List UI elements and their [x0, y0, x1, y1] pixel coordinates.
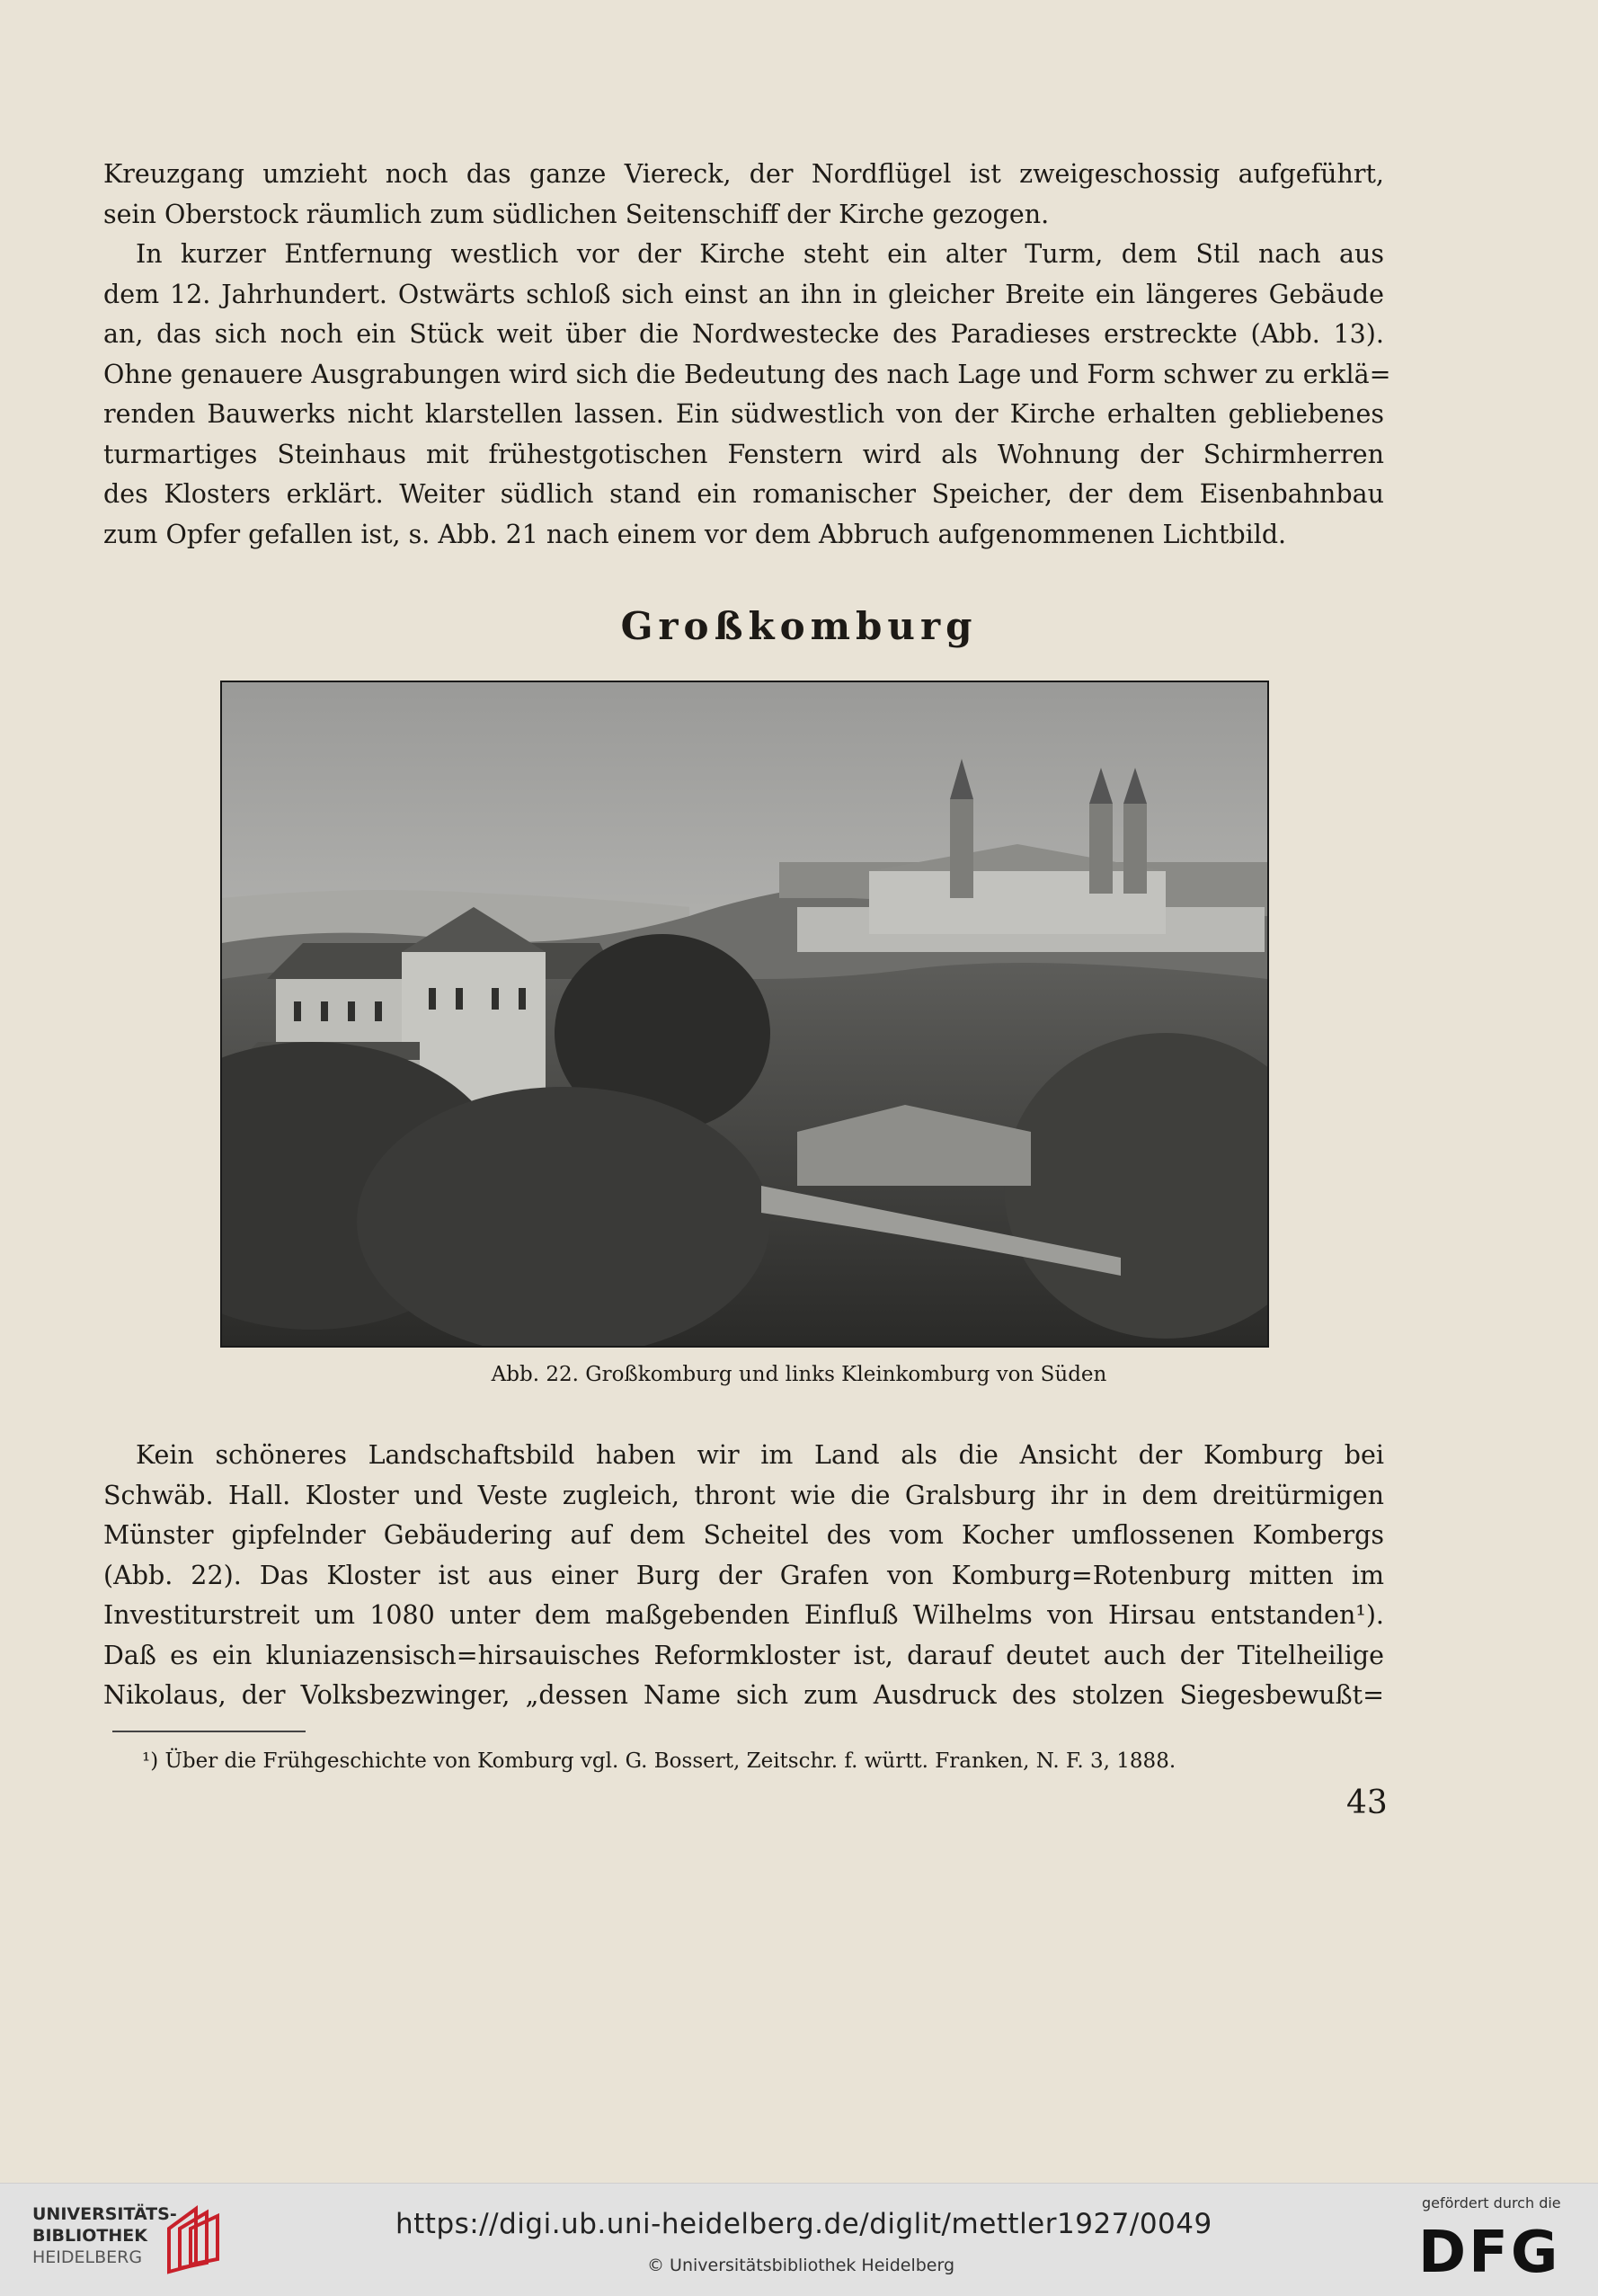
- copyright-notice: © Universitätsbibliothek Heidelberg: [647, 2256, 955, 2275]
- text-line: des Klosters erklärt. Weiter südlich stand ein romanischer Speicher, der dem Eisenbahnbau: [103, 479, 1384, 509]
- text-line: dem 12. Jahrhundert. Ostwärts schloß sich einst an ihn in gleicher Breite ein längeres Gebäude: [103, 279, 1384, 309]
- text-line: Kein schöneres Landschaftsbild haben wir im Land als die Ansicht der Komburg bei: [136, 1440, 1384, 1470]
- dfg-logo[interactable]: DFG: [1418, 2220, 1561, 2286]
- text-line: sein Oberstock räumlich zum südlichen Seitenschiff der Kirche gezogen.: [103, 199, 1050, 229]
- section-heading: Großkomburg: [620, 604, 978, 648]
- library-name-line: BIBLIOTHEK: [32, 2226, 147, 2246]
- viewer-footer-bar: [0, 2183, 1598, 2296]
- library-logo[interactable]: [32, 2203, 176, 2268]
- third-paragraph: [103, 1436, 1384, 1716]
- funding-note: gefördert durch die: [1422, 2194, 1561, 2211]
- permalink-url[interactable]: https://digi.ub.uni-heidelberg.de/diglit/mettler1927/0049: [395, 2208, 1212, 2240]
- library-logo-icon: [160, 2202, 225, 2275]
- text-line: Kreuzgang umzieht noch das ganze Viereck, der Nordflügel ist zweigeschossig aufgeführt,: [103, 159, 1384, 189]
- library-name-line: UNIVERSITÄTS-: [32, 2204, 177, 2224]
- text-line: Daß es ein kluniazensisch=hirsauisches Reformkloster ist, darauf deutet auch der Titelheilige: [103, 1640, 1384, 1670]
- text-line: an, das sich noch ein Stück weit über die Nordwestecke des Paradieses erstreckte (Abb. 13).: [103, 319, 1384, 349]
- text-line: Schwäb. Hall. Kloster und Veste zugleich, thront wie die Gralsburg ihr in dem dreitürmigen: [103, 1480, 1384, 1510]
- text-line: Nikolaus, der Volksbezwinger, „dessen Name sich zum Ausdruck des stolzen Siegesbewußt=: [103, 1680, 1384, 1710]
- figure-caption: Abb. 22. Großkomburg und links Kleinkomburg von Süden: [491, 1363, 1107, 1386]
- library-name-line: HEIDELBERG: [32, 2247, 143, 2267]
- text-line: zum Opfer gefallen ist, s. Abb. 21 nach einem vor dem Abbruch aufgenommenen Lichtbild.: [103, 519, 1287, 549]
- text-line: (Abb. 22). Das Kloster ist aus einer Burg der Grafen von Komburg=Rotenburg mitten im: [103, 1560, 1384, 1590]
- page-number: 43: [1346, 1784, 1388, 1821]
- text-line: turmartiges Steinhaus mit frühestgotischen Fenstern wird als Wohnung der Schirmherren: [103, 439, 1384, 469]
- text-line: Münster gipfelnder Gebäudering auf dem Scheitel des vom Kocher umflossenen Kombergs: [103, 1520, 1384, 1550]
- text-line: renden Bauwerks nicht klarstellen lassen. Ein südwestlich von der Kirche erhalten gebliebenes: [103, 399, 1384, 429]
- text-line: Investiturstreit um 1080 unter dem maßgebenden Einfluß Wilhelms von Hirsau entstanden¹).: [103, 1600, 1384, 1630]
- top-paragraph: [103, 155, 1384, 235]
- figure-photograph: [220, 681, 1269, 1348]
- text-line: In kurzer Entfernung westlich vor der Kirche steht ein alter Turm, dem Stil nach aus: [136, 239, 1384, 269]
- footnote: ¹) Über die Frühgeschichte von Komburg vgl. G. Bossert, Zeitschr. f. württ. Franken, N. F. 3, 1888.: [142, 1749, 1176, 1773]
- text-line: Ohne genauere Ausgrabungen wird sich die Bedeutung des nach Lage und Form schwer zu erklä=: [103, 359, 1391, 389]
- footnote-divider: [112, 1731, 306, 1732]
- second-paragraph: [103, 235, 1391, 555]
